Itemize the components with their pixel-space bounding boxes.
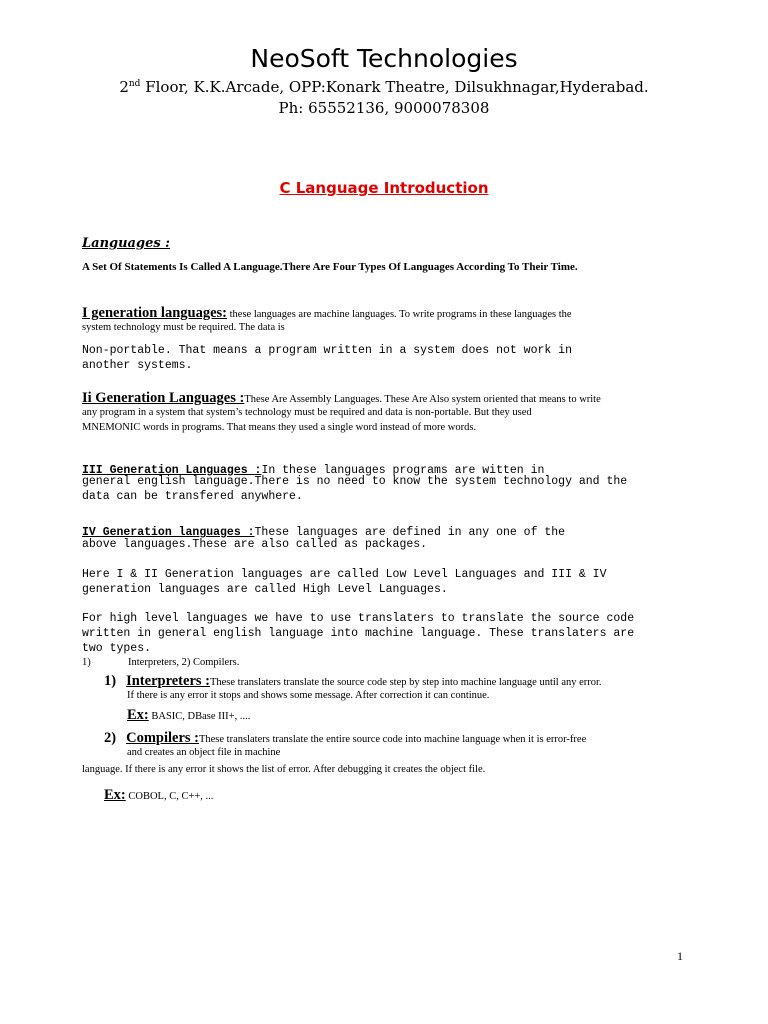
gen1-line4: another systems. [82,359,193,372]
address-text: Floor, K.K.Arcade, OPP:Konark Theatre, Dilsukhnagar,Hyderabad. [140,78,649,96]
address-floor-suffix: nd [128,79,141,89]
compilers-heading: Compilers : [126,730,199,746]
gen4-heading: IV Generation languages : [82,526,255,539]
gen4-text-1: These languages are defined in any one of the [254,526,566,539]
compilers-number: 2) [104,730,117,746]
interpreters-heading: Interpreters : [126,673,210,689]
gen3-line2: general english language.There is no need to know the system technology and the [82,475,628,488]
interpreters-line2: If there is any error it stops and shows some message. After correction it can continue. [127,690,490,701]
translators-list-number: 1) [82,657,91,668]
company-address [0,78,768,96]
levels-line1: Here I & II Generation languages are called Low Level Languages and III & IV [82,568,607,581]
compilers-text-1: These translaters translate the entire source code into machine language when it is error-free [198,734,587,745]
page-number: 1 [677,949,683,963]
gen1-line1 [82,304,572,322]
document-title: C Language Introduction [279,179,489,197]
compilers-ex-text: COBOL, C, C++, ... [125,791,214,802]
interpreters-number: 1) [104,673,117,689]
gen2-line1 [82,389,601,407]
compilers-line2: and creates an object file in machine [127,747,281,758]
gen1-heading: I generation languages: [82,305,227,321]
translators-line2: written in general english language into machine language. These translaters are [82,627,635,640]
interpreters-text-1: These translaters translate the source code step by step into machine language until any error. [209,677,602,688]
compilers-example [104,786,213,804]
translators-line1: For high level languages we have to use translaters to translate the source code [82,612,635,625]
interpreters-ex-text: BASIC, DBase III+, .... [148,711,251,722]
gen2-heading: Ii Generation Languages : [82,390,245,406]
compilers-line3: language. If there is any error it shows the list of error. After debugging it creates the object file. [82,764,486,775]
gen3-text-1: In these languages programs are witten in [261,464,545,477]
interpreters-line1 [104,672,602,690]
gen2-text-1: These Are Assembly Languages. These Are Also system oriented that means to write [244,394,601,405]
languages-intro: A Set Of Statements Is Called A Language.There Are Four Types Of Languages According To Their Time. [82,261,578,273]
compilers-ex-label: Ex: [104,787,126,803]
gen2-line2: any program in a system that system’s technology must be required and data is non-portable. But they used [82,407,532,418]
translators-line3: two types. [82,642,152,655]
gen1-text-1: these languages are machine languages. To write programs in these languages the [227,309,572,320]
gen4-line2: above languages.These are also called as packages. [82,538,428,551]
gen1-line2: system technology must be required. The data is [82,322,285,333]
gen2-line3: MNEMONIC words in programs. That means they used a single word instead of more words. [82,422,477,433]
interpreters-example [127,706,250,724]
gen3-line3: data can be transfered anywhere. [82,490,303,503]
company-name: NeoSoft Technologies [250,44,518,73]
languages-heading: Languages : [82,236,170,251]
company-phone: Ph: 65552136, 9000078308 [278,99,490,117]
levels-line2: generation languages are called High Level Languages. [82,583,448,596]
compilers-line1 [104,729,586,747]
gen3-heading: III Generation Languages : [82,464,262,477]
address-floor-number: 2 [119,78,129,96]
gen1-line3: Non-portable. That means a program written in a system does not work in [82,344,572,357]
translators-list-text: Interpreters, 2) Compilers. [128,657,240,668]
interpreters-ex-label: Ex: [127,707,149,723]
